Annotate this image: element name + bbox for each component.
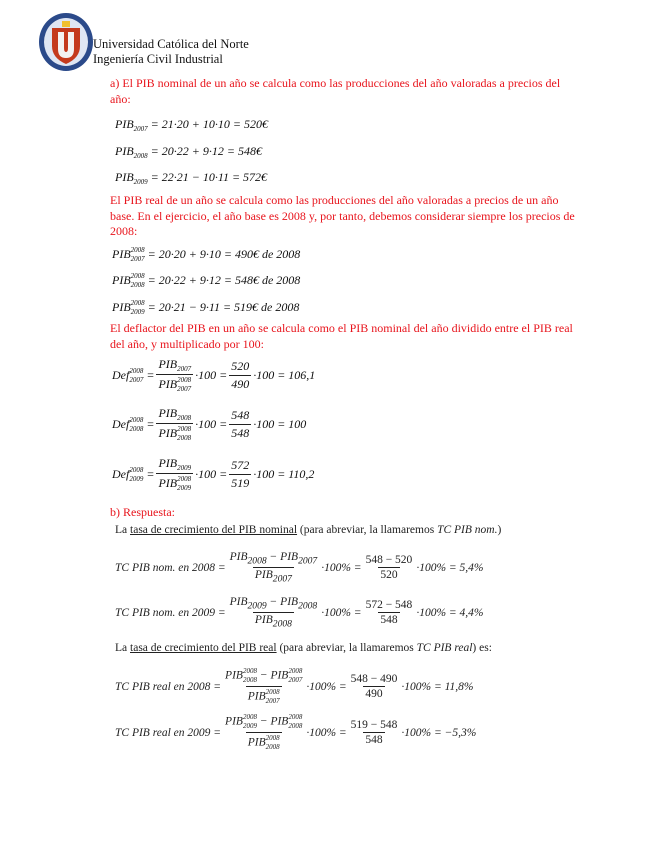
nominal-growth-2009: TC PIB nom. en 2009 = $\frac{PIB_{2009} - PIB_{2008}}{PIB_{2008}}$ ·100% = $\frac{572 - 548}{548}$ ·100% = 4,4% (115, 596, 484, 630)
deflator-eq-2008: Def 2008 2008 = $PIB_{2008}$ PIB 2008 2008 ·100 = $\frac{548}{548}$ ·100 = 100 (112, 406, 307, 442)
university-name: Universidad Católica del Norte (93, 37, 249, 51)
department-name: Ingeniería Civil Industrial (93, 52, 223, 66)
real-definition: El PIB real de un año se calcula como las producciones del año valoradas a precios de un año base. En el ejercicio, el año base es 2008 y, por tanto, debemos considerar siempre los precios de 2008: (110, 193, 575, 238)
nominal-growth-intro: La tasa de crecimiento del PIB nominal (para abreviar, la llamaremos TC PIB nom.) (115, 524, 502, 536)
nominal-eq-2007: $PIB_{2007} = 21\cdot 20 + 10\cdot 10$ = 520€ (115, 117, 268, 133)
real-eq-2008: PIB 2008 2008 = 20·22 + 9·12 = 548€ de 2008 (112, 272, 301, 289)
nominal-eq-2009: $PIB_{2009} = 22\cdot 21 - 10\cdot 11$ = 572€ (115, 170, 268, 186)
university-logo (38, 12, 94, 72)
nominal-growth-2008: TC PIB nom. en 2008 = $\frac{PIB_{2008} - PIB_{2007}}{PIB_{2007}}$ ·100% = $\frac{548 - 520}{520}$ ·100% = 5,4% (115, 551, 484, 585)
real-growth-2008: TC PIB real en 2008 = PIB 2008 2008 − PIB 2008 2007 PIB 2008 2007 ·100% = $\frac{548 - 490}{490}$ ·100% = 11,8% (115, 667, 474, 705)
real-growth-intro: La tasa de crecimiento del PIB real (para abreviar, la llamaremos TC PIB real) es: (115, 642, 492, 654)
nominal-definition: a) El PIB nominal de un año se calcula como las producciones del año valoradas a precios del año: (110, 76, 561, 106)
real-eq-2009: PIB 2008 2009 = 20·21 − 9·11 = 519€ de 2008 (112, 299, 300, 316)
section-b-title: b) Respuesta: (110, 505, 175, 519)
deflator-definition: El deflactor del PIB en un año se calcula como el PIB nominal del año dividido entre el PIB real del año, y multiplicado por 100: (110, 321, 573, 351)
real-eq-2007: PIB 2008 2007 = 20·20 + 9·10 = 490€ de 2008 (112, 246, 301, 263)
deflator-eq-2009: Def 2008 2009 = $PIB_{2009}$ PIB 2008 2009 ·100 = $\frac{572}{519}$ ·100 = 110,2 (112, 456, 315, 492)
real-growth-2009: TC PIB real en 2009 = PIB 2008 2009 − PIB 2008 2008 PIB 2008 2008 ·100% = $\frac{519 - 548}{548}$ ·100% = −5,3% (115, 713, 477, 751)
nominal-eq-2008: $PIB_{2008} = 20\cdot 22 + 9\cdot 12$ = 548€ (115, 144, 262, 160)
deflator-eq-2007: Def 2008 2007 = $PIB_{2007}$ PIB 2008 2007 ·100 = $\frac{520}{490}$ ·100 = 106,1 (112, 357, 316, 393)
